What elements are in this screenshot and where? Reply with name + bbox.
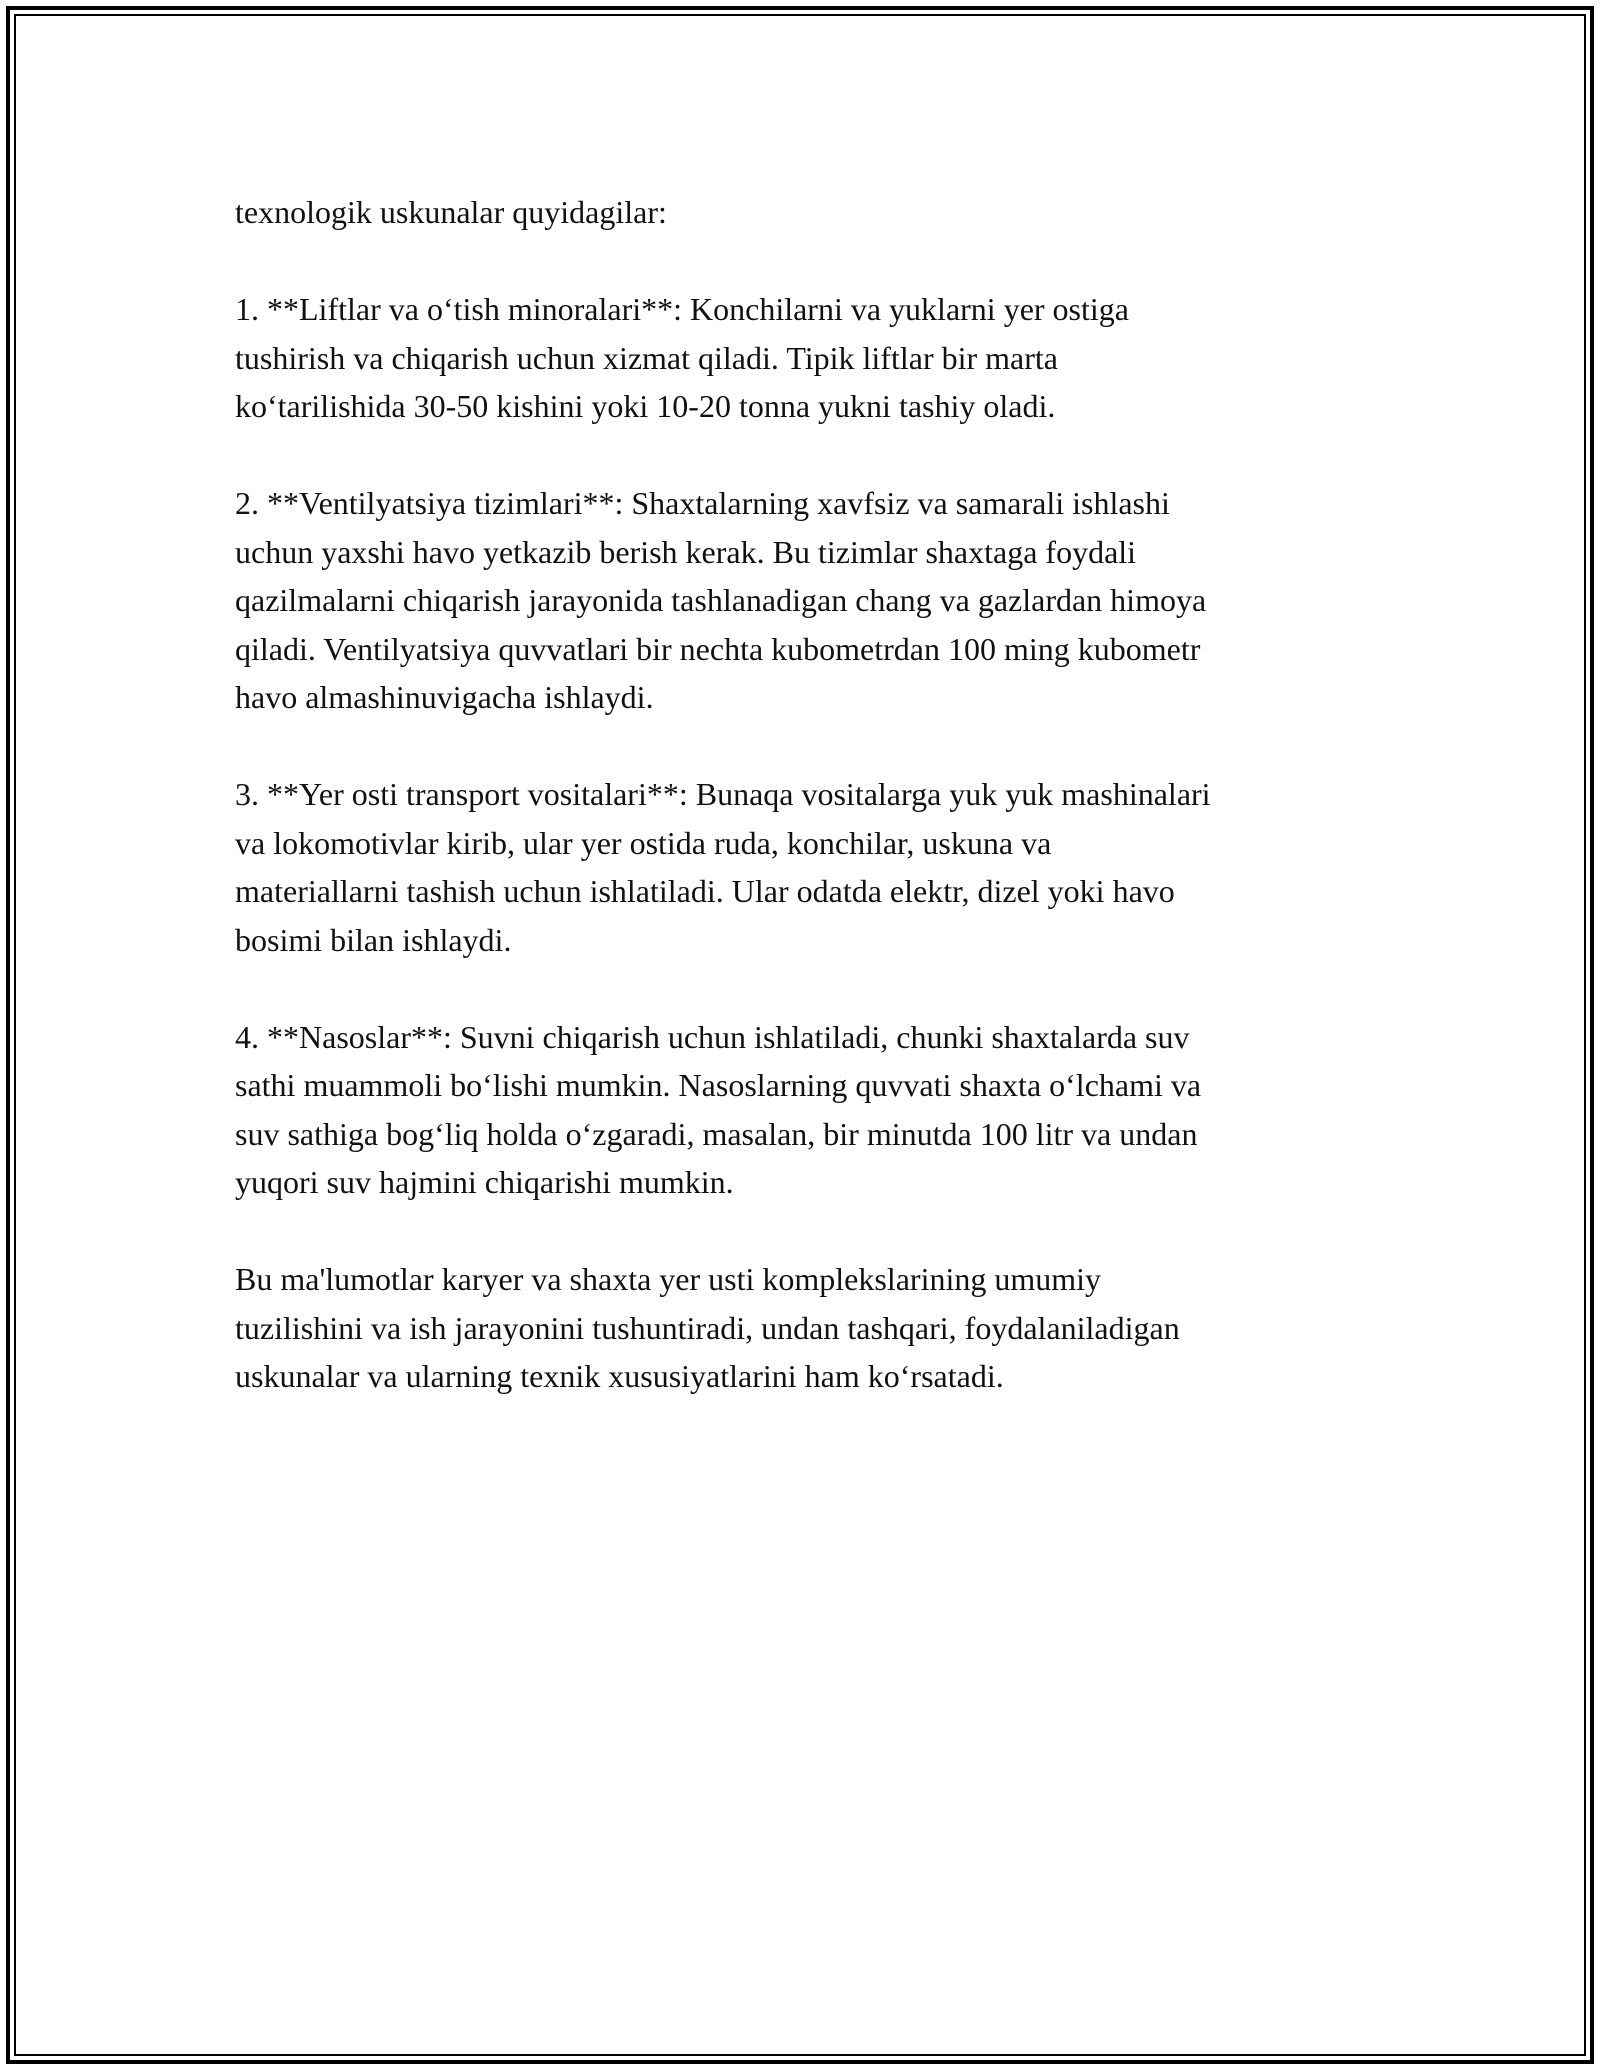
item-3-line-1: 3. **Yer osti transport vositalari**: Bunaqa vositalarga yuk yuk mashinalari: [235, 776, 1211, 812]
item-4-line-2: sathi muammoli bo‘lishi mumkin. Nasoslarning quvvati shaxta o‘lchami va: [235, 1067, 1202, 1103]
item-4-line-4: yuqori suv hajmini chiqarishi mumkin.: [235, 1164, 734, 1200]
item-4-paragraph: [235, 1013, 1375, 1207]
item-3-line-4: bosimi bilan ishlaydi.: [235, 921, 512, 958]
item-1-line-2: tushirish va chiqarish uchun xizmat qiladi. Tipik liftlar bir marta: [235, 339, 1058, 376]
item-2-line-4: qiladi. Ventilyatsiya quvvatlari bir nechta kubometrdan 100 ming kubometr: [235, 630, 1201, 667]
conclusion-paragraph: [235, 1255, 1375, 1401]
item-2-line-5: havo almashinuvigacha ishlaydi.: [235, 679, 654, 715]
document-body: [235, 188, 1375, 1449]
item-4-line-3: suv sathiga bog‘liq holda o‘zgaradi, masalan, bir minutda 100 litr va undan: [235, 1115, 1198, 1152]
item-2-line-1: 2. **Ventilyatsiya tizimlari**: Shaxtalarning xavfsiz va samarali ishlashi: [235, 485, 1170, 521]
item-1-line-3: ko‘tarilishida 30-50 kishini yoki 10-20 tonna yukni tashiy oladi.: [235, 388, 1056, 424]
intro-paragraph: [235, 188, 1375, 237]
item-3-line-2: va lokomotivlar kirib, ular yer ostida ruda, konchilar, uskuna va: [235, 824, 1052, 861]
conclusion-line-2: tuzilishini va ish jarayonini tushuntiradi, undan tashqari, foydalaniladigan: [235, 1309, 1180, 1346]
item-3-line-3: materiallarni tashish uchun ishlatiladi. Ular odatda elektr, dizel yoki havo: [235, 873, 1175, 909]
item-1-line-1: 1. **Liftlar va o‘tish minoralari**: Konchilarni va yuklarni yer ostiga: [235, 291, 1129, 327]
item-2-line-3: qazilmalarni chiqarish jarayonida tashlanadigan chang va gazlardan himoya: [235, 582, 1207, 618]
item-2-paragraph: [235, 479, 1375, 722]
conclusion-line-3: uskunalar va ularning texnik xususiyatlarini ham ko‘rsatadi.: [235, 1358, 1004, 1394]
intro-line: texnologik uskunalar quyidagilar:: [235, 194, 667, 230]
item-2-line-2: uchun yaxshi havo yetkazib berish kerak. Bu tizimlar shaxtaga foydali: [235, 533, 1137, 570]
item-3-paragraph: [235, 770, 1375, 964]
item-4-line-1: 4. **Nasoslar**: Suvni chiqarish uchun ishlatiladi, chunki shaxtalarda suv: [235, 1018, 1190, 1055]
item-1-paragraph: [235, 285, 1375, 431]
conclusion-line-1: Bu ma'lumotlar karyer va shaxta yer usti komplekslarining umumiy: [235, 1261, 1102, 1297]
